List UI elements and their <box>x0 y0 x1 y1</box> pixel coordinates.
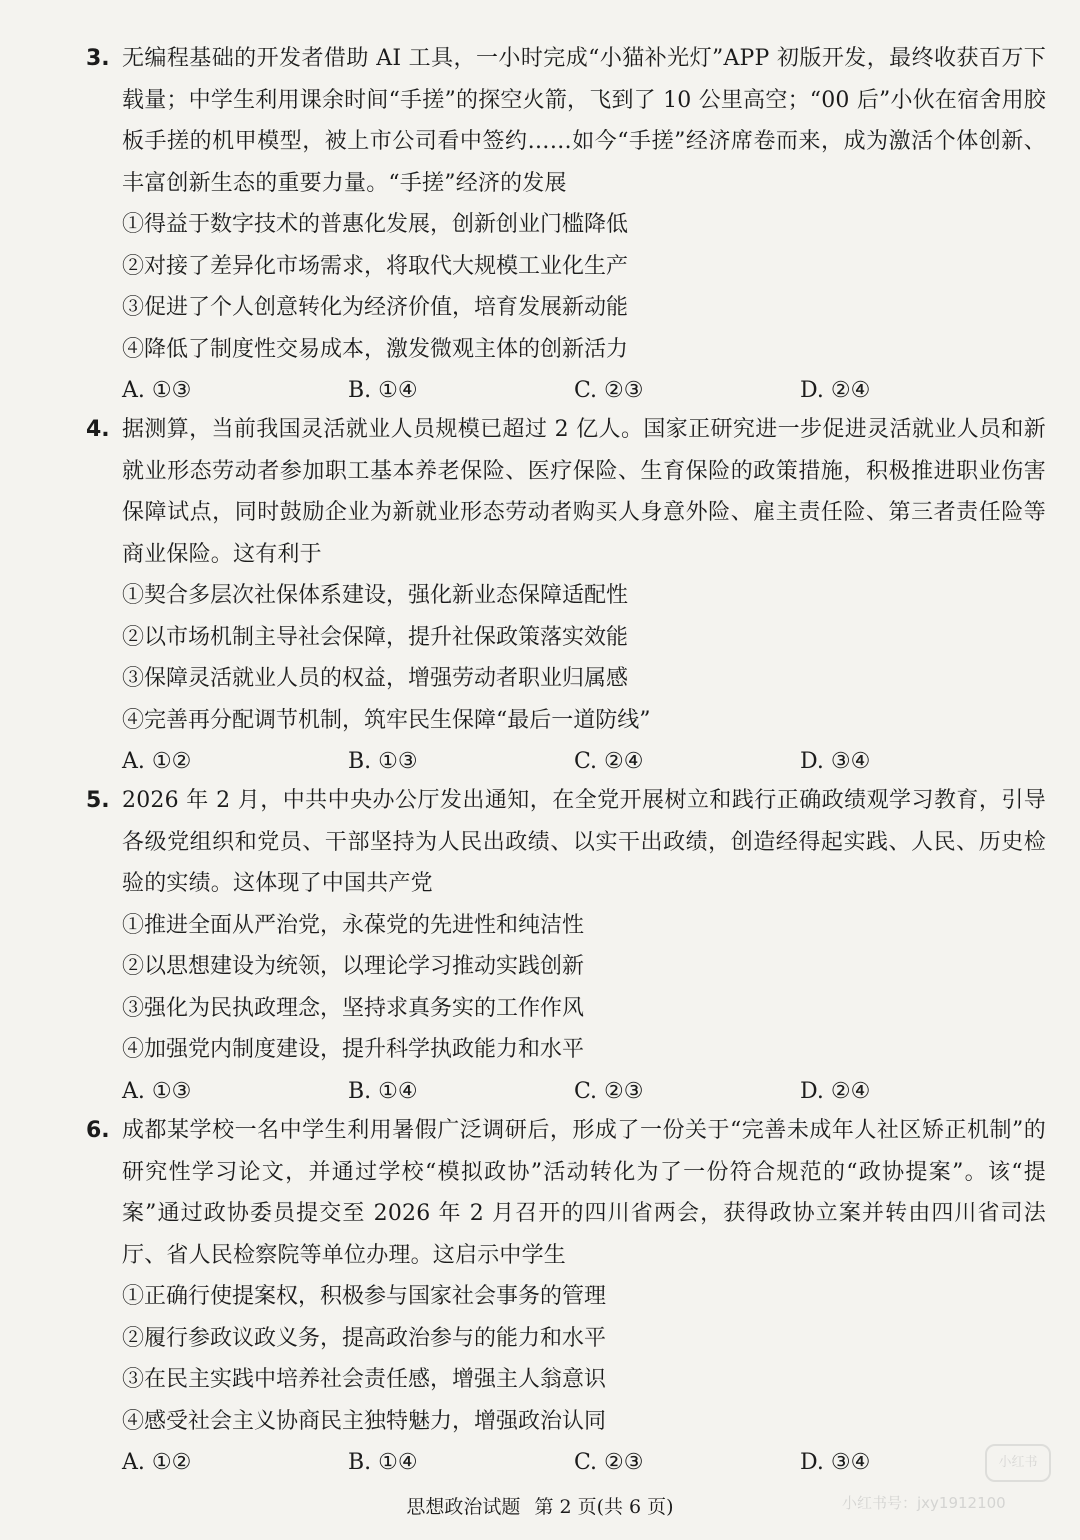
question-3 <box>86 38 1046 412</box>
question-5 <box>86 780 1046 1112</box>
option-3: ③保障灵活就业人员的权益，增强劳动者职业归属感 <box>122 666 629 691</box>
footer-subject: 思想政治试题 <box>406 1496 521 1518</box>
question-stem: 成都某学校一名中学生利用暑假广泛调研后，形成了一份关于“完善未成年人社区矫正机制”的研究性学习论文，并通过学校“模拟政协”活动转化为了一份符合规范的“政协提案”。该“提案”通过政协委员提交至 2026 年 2 月召开的四川省两会，获得政协立案并转由四川省司法厅、省人民检察院等单位办理。这启示中学生 <box>122 1118 1046 1268</box>
question-number: 5. <box>86 788 110 813</box>
question-number: 3. <box>86 46 110 71</box>
answer-d[interactable]: D. ③④ <box>800 1450 871 1475</box>
option-1: ①推进全面从严治党，永葆党的先进性和纯洁性 <box>122 912 585 938</box>
answer-c[interactable]: C. ②③ <box>574 378 644 403</box>
answer-d[interactable]: D. ②④ <box>800 378 871 403</box>
option-3: ③强化为民执政理念，坚持求真务实的工作作风 <box>122 995 585 1021</box>
answer-choices <box>122 1442 1046 1484</box>
answer-choices <box>122 370 1046 412</box>
question-number: 6. <box>86 1118 110 1143</box>
answer-b[interactable]: B. ①④ <box>348 1450 418 1475</box>
question-number: 4. <box>86 417 110 442</box>
option-4: ④加强党内制度建设，提升科学执政能力和水平 <box>122 1037 585 1062</box>
option-1: ①契合多层次社保体系建设，强化新业态保障适配性 <box>122 583 629 608</box>
answer-c[interactable]: C. ②③ <box>574 1078 644 1104</box>
option-3: ③在民主实践中培养社会责任感，增强主人翁意识 <box>122 1367 607 1392</box>
option-2: ②以市场机制主导社会保障，提升社保政策落实效能 <box>122 624 629 650</box>
answer-c[interactable]: C. ②④ <box>574 749 644 774</box>
answer-b[interactable]: B. ①③ <box>348 749 418 774</box>
option-2: ②以思想建设为统领，以理论学习推动实践创新 <box>122 954 585 979</box>
answer-a[interactable]: A. ①② <box>122 1450 192 1475</box>
question-stem: 2026 年 2 月，中共中央办公厅发出通知，在全党开展树立和践行正确政绩观学习教育，引导各级党组织和党员、干部坚持为人民出政绩、以实干出政绩，创造经得起实践、人民、历史检验的实绩。这体现了中国共产党 <box>122 788 1046 896</box>
answer-a[interactable]: A. ①③ <box>122 378 192 403</box>
option-4: ④感受社会主义协商民主独特魅力，增强政治认同 <box>122 1408 607 1434</box>
option-4: ④完善再分配调节机制，筑牢民生保障“最后一道防线” <box>122 707 651 733</box>
watermark-logo: 小红书 <box>985 1444 1051 1482</box>
question-stem: 无编程基础的开发者借助 AI 工具，一小时完成“小猫补光灯”APP 初版开发，最终收获百万下载量；中学生利用课余时间“手搓”的探空火箭，飞到了 10 公里高空；“00 后”小伙在宿舍用胶板手搓的机甲模型，被上市公司看中签约……如今“手搓”经济席卷而来，成为激活个体创新、丰富创新生态的重要力量。“手搓”经济的发展 <box>122 46 1046 196</box>
answer-d[interactable]: D. ③④ <box>800 749 871 774</box>
option-2: ②履行参政议政义务，提高政治参与的能力和水平 <box>122 1325 607 1351</box>
answer-a[interactable]: A. ①③ <box>122 1078 192 1104</box>
footer-page-number: 第 2 页(共 6 页) <box>534 1496 674 1518</box>
question-stem: 据测算，当前我国灵活就业人员规模已超过 2 亿人。国家正研究进一步促进灵活就业人员和新就业形态劳动者参加职工基本养老保险、医疗保险、生育保险的政策措施，积极推进职业伤害保障试点，同时鼓励企业为新就业形态劳动者购买人身意外险、雇主责任险、第三者责任险等商业保险。这有利于 <box>122 417 1046 567</box>
answer-choices <box>122 1071 1046 1113</box>
option-3: ③促进了个人创意转化为经济价值，培育发展新动能 <box>122 295 629 320</box>
option-2: ②对接了差异化市场需求，将取代大规模工业化生产 <box>122 253 629 279</box>
option-4: ④降低了制度性交易成本，激发微观主体的创新活力 <box>122 336 629 362</box>
answer-c[interactable]: C. ②③ <box>574 1450 644 1475</box>
option-1: ①正确行使提案权，积极参与国家社会事务的管理 <box>122 1284 607 1309</box>
answer-choices <box>122 741 1046 783</box>
question-6 <box>86 1110 1046 1484</box>
answer-b[interactable]: B. ①④ <box>348 378 418 403</box>
question-4 <box>86 409 1046 783</box>
watermark-text: 小红书号：jxy1912100 <box>842 1494 1006 1512</box>
answer-b[interactable]: B. ①④ <box>348 1078 418 1104</box>
option-1: ①得益于数字技术的普惠化发展，创新创业门槛降低 <box>122 212 629 237</box>
answer-a[interactable]: A. ①② <box>122 749 192 774</box>
answer-d[interactable]: D. ②④ <box>800 1078 871 1104</box>
